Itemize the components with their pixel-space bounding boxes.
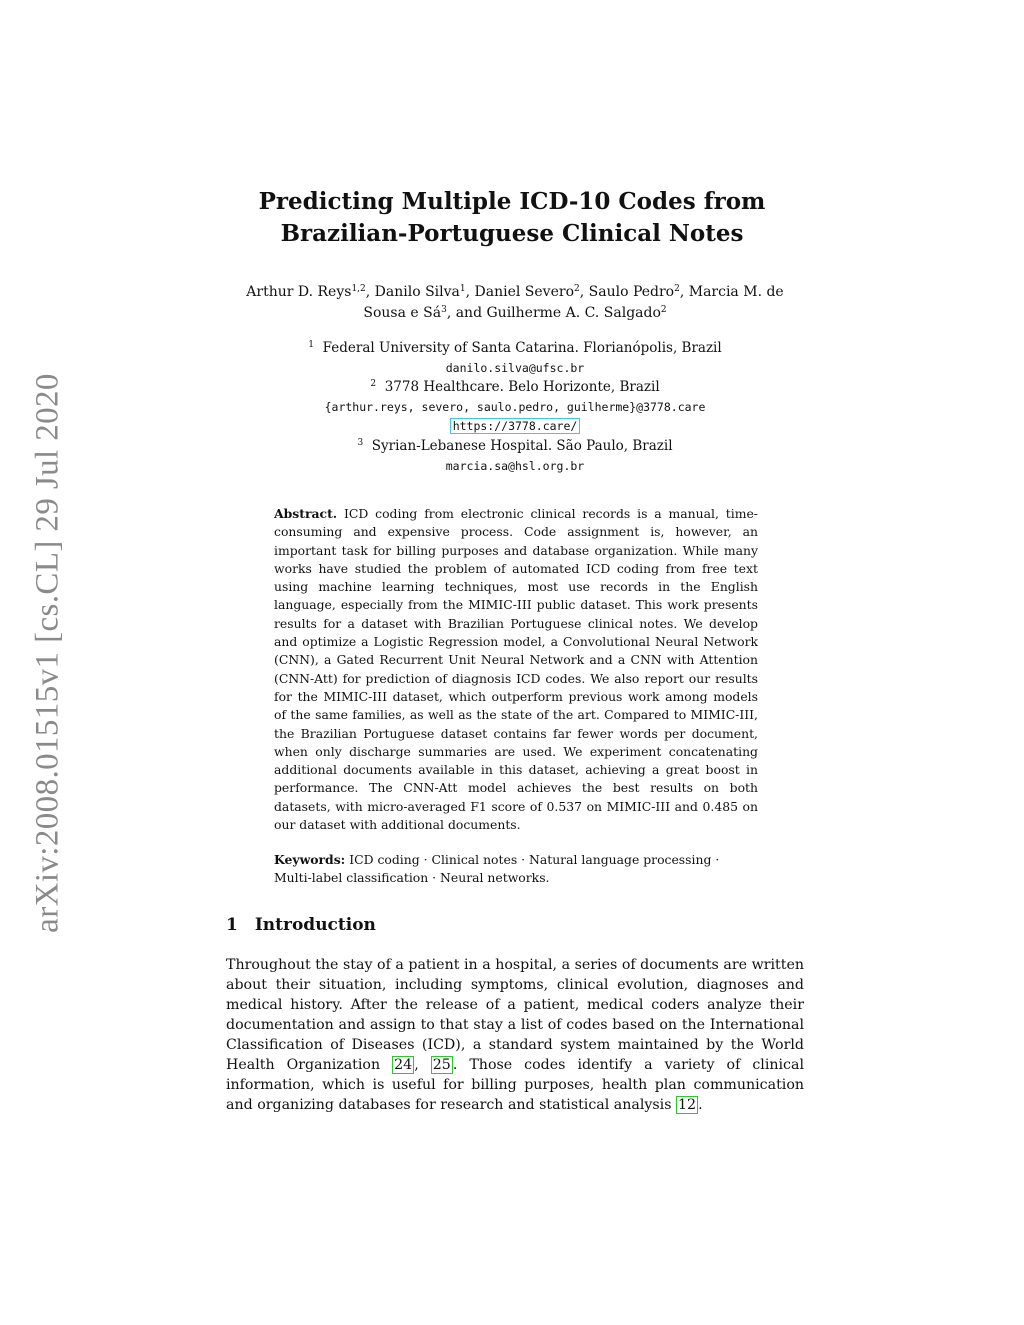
keywords-label: Keywords: [274, 852, 346, 867]
author-sa-affil: 3 [441, 305, 447, 315]
author-reys-affil: 1,2 [351, 284, 366, 294]
title-line-1: Predicting Multiple ICD-10 Codes from [258, 188, 766, 215]
author-severo: , Daniel Severo [465, 284, 574, 300]
intro-text-3: . [698, 1097, 703, 1113]
author-silva-affil: 1 [459, 284, 466, 294]
intro-text-2: . Those codes identify a variety of clinical information, which is useful for billing purposes, health plan communication and organizing databases for research and statistical analysis [226, 1057, 804, 1113]
affiliation-1-number: 1 [308, 340, 315, 350]
citation-link-25[interactable]: 25 [432, 1057, 451, 1073]
citation-link-12[interactable]: 12 [678, 1097, 697, 1113]
affiliation-2 [215, 378, 815, 398]
affiliation-3-email[interactable]: marcia.sa@hsl.org.br [445, 458, 585, 473]
arxiv-sidebar-stamp [30, 368, 66, 938]
author-reys: Arthur D. Reys [246, 284, 352, 300]
arxiv-identifier: arXiv:2008.01515v1 [cs.CL] 29 Jul 2020 [29, 373, 66, 933]
author-sa-last: Sousa e Sá [363, 305, 442, 321]
author-line-2 [215, 303, 815, 324]
citation-link-24[interactable]: 24 [394, 1057, 413, 1073]
section-heading-introduction [226, 915, 376, 935]
author-salgado: , and Guilherme A. C. Salgado [446, 305, 661, 321]
keywords [274, 851, 758, 888]
author-line-1 [215, 282, 815, 303]
author-silva: , Danilo Silva [365, 284, 460, 300]
abstract-label: Abstract. [274, 506, 338, 521]
affiliation-2-url-link[interactable]: https://3778.care/ [450, 418, 581, 434]
affiliation-1 [215, 339, 815, 359]
affiliation-2-number: 2 [370, 379, 377, 390]
abstract-text: ICD coding from electronic clinical records is a manual, time-consuming and expensive process. Code assignment is, however, an important task for billing purposes and database organization. While many works have studied the problem of automated ICD coding from free text using machine learning techniques, most use records in the English language, especially from the MIMIC-III public dataset. This work presents results for a dataset with Brazilian Portuguese clinical notes. We develop and optimize a Logistic Regression model, a Convolutional Neural Network (CNN), a Gated Recurrent Unit Neural Network and a CNN with Attention (CNN-Att) for prediction of diagnosis ICD codes. We also report our results for the MIMIC-III dataset, which outperform previous work among models of the same families, as well as the state of the art. Compared to MIMIC-III, the Brazilian Portuguese dataset contains far fewer words per document, when only discharge summaries are used. We experiment concatenating additional documents available in this dataset, achieving a great boost in performance. The CNN-Att model achieves the best results on both datasets, with micro-averaged F1 score of 0.537 on MIMIC-III and 0.485 on our dataset with additional documents. [274, 506, 758, 833]
author-pedro-affil: 2 [674, 284, 680, 294]
author-sa-first: , Marcia M. de [679, 284, 784, 300]
affiliation-3-name: Syrian-Lebanese Hospital. São Paulo, Brazil [371, 437, 673, 454]
intro-text-1: Throughout the stay of a patient in a hospital, a series of documents are written about their situation, including symptoms, clinical evolution, diagnoses and medical history. After the release of a patient, medical coders analyze their documentation and assign to that stay a list of codes based on the International Classification of Diseases (ICD), a standard system maintained by the World Health Organization [226, 957, 804, 1073]
paper-title [0, 186, 1024, 250]
keywords-text: ICD coding · Clinical notes · Natural language processing · Multi-label classification · Neural networks. [274, 852, 720, 886]
affiliation-1-name: Federal University of Santa Catarina. Florianópolis, Brazil [322, 340, 722, 356]
affiliation-3 [215, 437, 815, 457]
author-salgado-affil: 2 [660, 305, 667, 315]
affiliations [215, 339, 815, 476]
affiliation-2-name: 3778 Healthcare. Belo Horizonte, Brazil [384, 379, 660, 396]
section-title: Introduction [254, 915, 376, 935]
author-pedro: , Saulo Pedro [579, 284, 675, 300]
affiliation-3-number: 3 [357, 437, 364, 448]
affiliation-1-email[interactable]: danilo.silva@ufsc.br [445, 360, 585, 375]
introduction-paragraph [226, 955, 804, 1115]
abstract [274, 505, 758, 834]
author-severo-affil: 2 [574, 284, 580, 294]
author-list [215, 282, 815, 324]
affiliation-2-email[interactable]: {arthur.reys, severo, saulo.pedro, guilherme}@3778.care [324, 399, 706, 414]
title-line-2: Brazilian-Portuguese Clinical Notes [280, 220, 744, 247]
section-number: 1 [226, 915, 238, 935]
citation-separator: , [414, 1057, 431, 1073]
